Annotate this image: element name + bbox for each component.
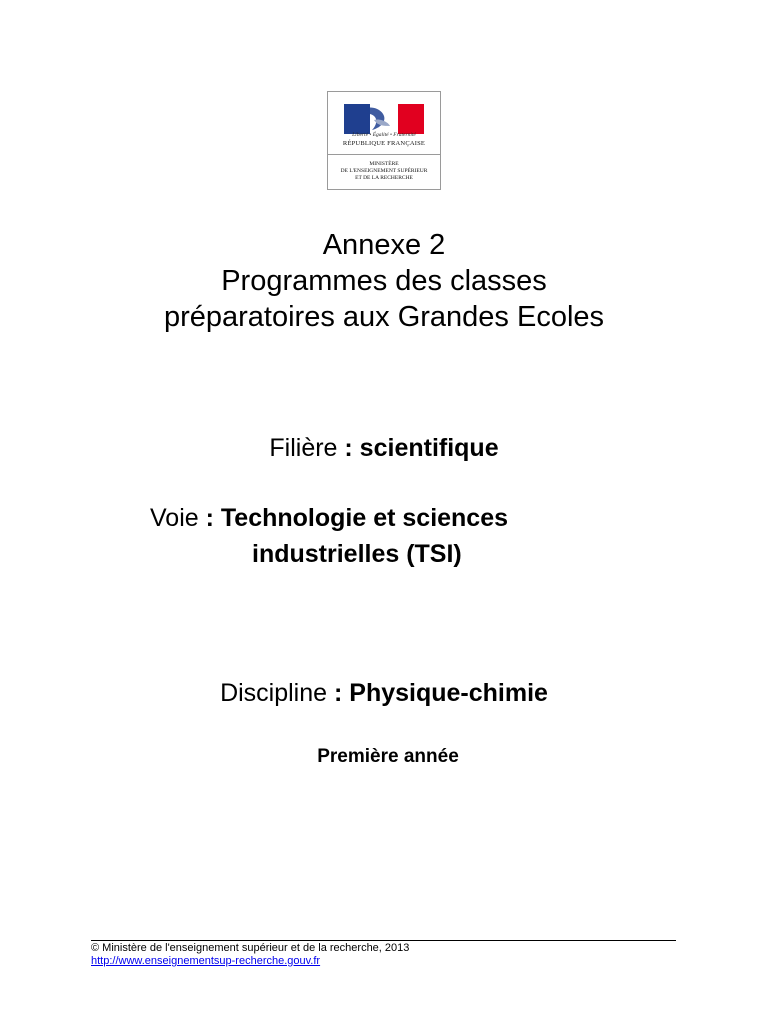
ministry-logo (327, 91, 441, 190)
voie-line (150, 502, 508, 534)
footer-website-link[interactable]: http://www.enseignementsup-recherche.gouv.fr (91, 955, 321, 967)
marianne-flag-icon (344, 104, 424, 134)
logo-ministere-line: MINISTÈRE (369, 161, 399, 167)
discipline-value: : Physique-chimie (327, 679, 548, 707)
voie-value-continued: industrielles (TSI) (252, 540, 462, 568)
flag-red-band (398, 104, 424, 134)
voie-label: Voie (150, 504, 199, 532)
document-title (0, 227, 768, 335)
voie-value: : Technologie et sciences (198, 504, 509, 532)
logo-ministere (328, 161, 440, 182)
title-line-annexe: Annexe 2 (322, 229, 446, 261)
discipline-line (0, 677, 768, 709)
flag-blue-band (344, 104, 370, 134)
footer-copyright: © Ministère de l'enseignement supérieur et de la recherche, 2013 (91, 942, 410, 954)
logo-divider (328, 154, 440, 155)
logo-republique: RÉPUBLIQUE FRANÇAISE (342, 140, 426, 147)
filiere-label: Filière (269, 434, 338, 462)
footer-divider (91, 940, 676, 941)
title-line-classes: préparatoires aux Grandes Ecoles (163, 301, 605, 333)
logo-ministere-line: ET DE LA RECHERCHE (355, 175, 413, 181)
discipline-label: Discipline (220, 679, 328, 707)
filiere-value: : scientifique (337, 434, 499, 462)
filiere-line (0, 432, 768, 464)
title-line-programmes: Programmes des classes (221, 265, 547, 297)
logo-motto: Liberté • Égalité • Fraternité (352, 132, 416, 138)
logo-ministere-line: DE L'ENSEIGNEMENT SUPÉRIEUR (340, 168, 428, 174)
annee-label: Première année (317, 746, 459, 767)
